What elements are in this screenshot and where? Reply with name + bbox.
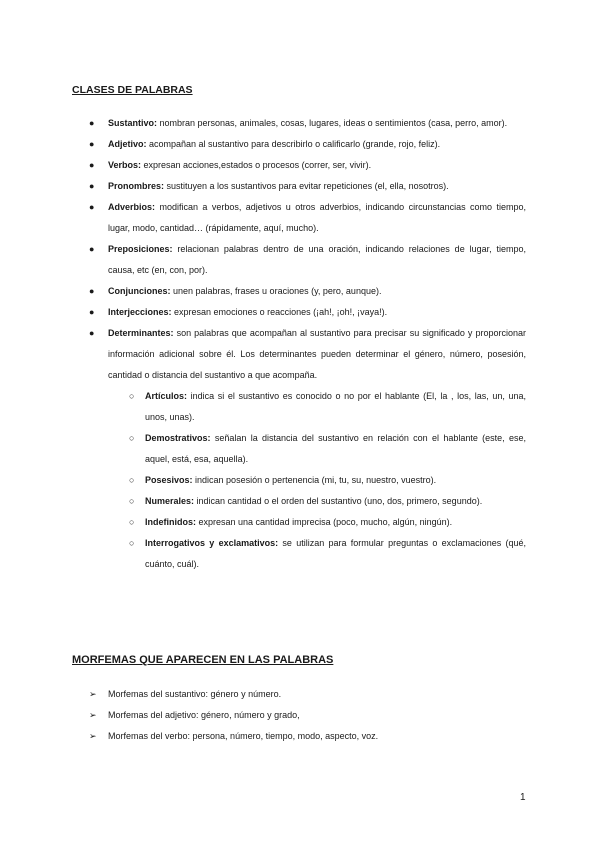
- item-text: Morfemas del sustantivo: género y número.: [108, 689, 282, 699]
- ring-bullet-icon: ○: [129, 517, 135, 527]
- bullet-icon: ●: [89, 160, 95, 170]
- term-label: Interrogativos y exclamativos:: [145, 538, 279, 548]
- term-description: expresan emociones o reacciones (¡ah!, ¡oh!, ¡vaya!).: [171, 307, 388, 317]
- sublist-item-demostrativos: [129, 428, 526, 470]
- term-label: Conjunciones:: [108, 286, 171, 296]
- term-description: unen palabras, frases u oraciones (y, pero, aunque).: [170, 286, 382, 296]
- term-description: se utilizan para formular preguntas o exclamaciones (qué, cuánto, cuál).: [145, 538, 526, 569]
- term-label: Numerales:: [145, 496, 195, 506]
- list-item-adverbios: [89, 197, 526, 239]
- determinant-types-list: [108, 386, 526, 575]
- arrow-bullet-icon: ➢: [89, 689, 97, 699]
- term-label: Posesivos:: [145, 475, 193, 485]
- list-item-verbos: [89, 155, 526, 176]
- term-description: indican cantidad o el orden del sustantivo (uno, dos, primero, segundo).: [194, 496, 483, 506]
- ring-bullet-icon: ○: [129, 475, 135, 485]
- term-label: Artículos:: [145, 391, 188, 401]
- list-item-determinantes: [89, 323, 526, 575]
- arrow-bullet-icon: ➢: [89, 710, 97, 720]
- list-item-morfemas-adjetivo: [89, 705, 378, 726]
- term-description: acompañan al sustantivo para describirlo o calificarlo (grande, rojo, feliz).: [146, 139, 441, 149]
- ring-bullet-icon: ○: [129, 538, 135, 548]
- term-description: indica si el sustantivo es conocido o no por el hablante (El, la , los, las, un, una, unos, unas).: [145, 391, 526, 422]
- bullet-icon: ●: [89, 244, 95, 254]
- term-label: Adverbios:: [108, 202, 156, 212]
- bullet-icon: ●: [89, 118, 95, 128]
- sublist-item-indefinidos: [129, 512, 526, 533]
- term-label: Verbos:: [108, 160, 142, 170]
- bullet-icon: ●: [89, 307, 95, 317]
- list-item-conjunciones: [89, 281, 526, 302]
- term-label: Indefinidos:: [145, 517, 196, 527]
- term-label: Demostrativos:: [145, 433, 211, 443]
- page-number: 1: [520, 792, 526, 803]
- bullet-icon: ●: [89, 328, 95, 338]
- bullet-icon: ●: [89, 286, 95, 296]
- sublist-item-articulos: [129, 386, 526, 428]
- term-description: son palabras que acompañan al sustantivo para precisar su significado y proporcionar información adicional sobre él. Los determinantes pueden determinar el género, número, posesión, cantidad o distancia del sustantivo a que acompaña.: [108, 328, 526, 380]
- term-description: indican posesión o pertenencia (mi, tu, su, nuestro, vuestro).: [192, 475, 437, 485]
- arrow-bullet-icon: ➢: [89, 731, 97, 741]
- list-item-pronombres: [89, 176, 526, 197]
- term-description: nombran personas, animales, cosas, lugares, ideas o sentimientos (casa, perro, amor).: [157, 118, 508, 128]
- sublist-item-interrogativos: [129, 533, 526, 575]
- list-item-morfemas-verbo: [89, 726, 379, 747]
- morphemes-list: [0, 684, 378, 747]
- ring-bullet-icon: ○: [129, 496, 135, 506]
- section-title-clases: CLASES DE PALABRAS: [72, 84, 193, 96]
- list-item-morfemas-sustantivo: [89, 684, 378, 705]
- bullet-icon: ●: [89, 139, 95, 149]
- term-label: Preposiciones:: [108, 244, 173, 254]
- sublist-item-posesivos: [129, 470, 526, 491]
- item-text: Morfemas del verbo: persona, número, tiempo, modo, aspecto, voz.: [108, 731, 379, 741]
- term-description: señalan la distancia del sustantivo en relación con el hablante (este, ese, aquel, está, esa, aquella).: [145, 433, 526, 464]
- item-text: Morfemas del adjetivo: género, número y grado,: [108, 710, 300, 720]
- bullet-icon: ●: [89, 181, 95, 191]
- term-description: expresan acciones,estados o procesos (correr, ser, vivir).: [141, 160, 372, 170]
- term-description: relacionan palabras dentro de una oración, indicando relaciones de lugar, tiempo, causa, etc (en, con, por).: [108, 244, 526, 275]
- list-item-sustantivo: [89, 113, 526, 134]
- term-description: modifican a verbos, adjetivos u otros adverbios, indicando circunstancias como tiempo, lugar, modo, cantidad… (rápidamente, aquí, mucho).: [108, 202, 526, 233]
- term-label: Interjecciones:: [108, 307, 172, 317]
- term-label: Adjetivo:: [108, 139, 147, 149]
- list-item-adjetivo: [89, 134, 526, 155]
- term-label: Sustantivo:: [108, 118, 158, 128]
- section-title-morfemas: MORFEMAS QUE APARECEN EN LAS PALABRAS: [72, 654, 334, 666]
- term-description: sustituyen a los sustantivos para evitar repeticiones (el, ella, nosotros).: [164, 181, 449, 191]
- ring-bullet-icon: ○: [129, 391, 135, 401]
- word-classes-list: [0, 113, 600, 575]
- ring-bullet-icon: ○: [129, 433, 135, 443]
- term-label: Pronombres:: [108, 181, 165, 191]
- sublist-item-numerales: [129, 491, 526, 512]
- term-description: expresan una cantidad imprecisa (poco, mucho, algún, ningún).: [196, 517, 453, 527]
- term-label: Determinantes:: [108, 328, 174, 338]
- list-item-preposiciones: [89, 239, 526, 281]
- bullet-icon: ●: [89, 202, 95, 212]
- list-item-interjecciones: [89, 302, 526, 323]
